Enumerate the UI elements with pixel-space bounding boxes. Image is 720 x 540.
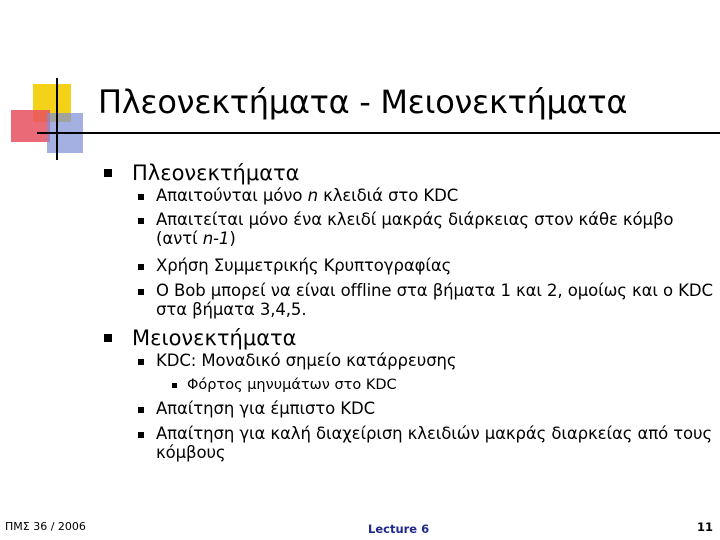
sub-list-item xyxy=(172,376,397,394)
list-item xyxy=(138,186,716,205)
bullet-square xyxy=(138,407,144,413)
list-item-text: Ο Bob μπορεί να είναι offline στα βήματα 1 και 2, ομοίως και ο KDC στα βήματα 3,4,5. xyxy=(156,281,713,319)
list-item-text: Απαιτούνται μόνο n κλειδιά στο KDC xyxy=(156,186,459,205)
bullet-square xyxy=(138,264,144,270)
list-item-text: Απαιτείται μόνο ένα κλειδί μακράς διάρκειας στον κάθε κόμβο (αντί n-1) xyxy=(156,210,674,248)
sub-list-item-text: Φόρτος μηνυμάτων στο KDC xyxy=(187,377,397,393)
footer-course: ΠΜΣ 36 / 2006 xyxy=(5,520,86,533)
bullet-square xyxy=(104,334,112,342)
list-item-text: Απαίτηση για έμπιστο KDC xyxy=(156,399,376,418)
bullet-square xyxy=(138,289,144,295)
list-item-text: Απαίτηση για καλή διαχείριση κλειδιών μακράς διαρκείας από τους κόμβους xyxy=(156,424,713,462)
section-disadvantages xyxy=(104,325,297,351)
list-item xyxy=(138,399,716,418)
bullet-square xyxy=(172,383,177,388)
slide-logo-graphic xyxy=(0,0,110,165)
footer-lecture: Lecture 6 xyxy=(368,522,430,536)
page-number: 11 xyxy=(697,520,714,534)
section-advantages xyxy=(104,160,300,186)
title-rule xyxy=(37,132,720,134)
list-item xyxy=(138,351,716,370)
list-item xyxy=(138,281,716,319)
bullet-square xyxy=(138,359,144,365)
slide-title: Πλεονεκτήματα - Μειονεκτήματα xyxy=(98,83,628,121)
list-item xyxy=(138,424,716,462)
logo-red-square xyxy=(11,110,50,142)
bullet-square xyxy=(138,432,144,438)
list-item xyxy=(138,256,716,275)
list-item-text: Χρήση Συμμετρικής Κρυπτογραφίας xyxy=(156,256,452,275)
section-heading: Πλεονεκτήματα xyxy=(132,161,300,185)
bullet-square xyxy=(138,194,144,200)
list-item-text: KDC: Μοναδικό σημείο κατάρρευσης xyxy=(156,351,457,370)
bullet-square xyxy=(138,218,144,224)
section-heading: Μειονεκτήματα xyxy=(132,326,297,350)
list-item xyxy=(138,210,716,248)
bullet-square xyxy=(104,169,112,177)
